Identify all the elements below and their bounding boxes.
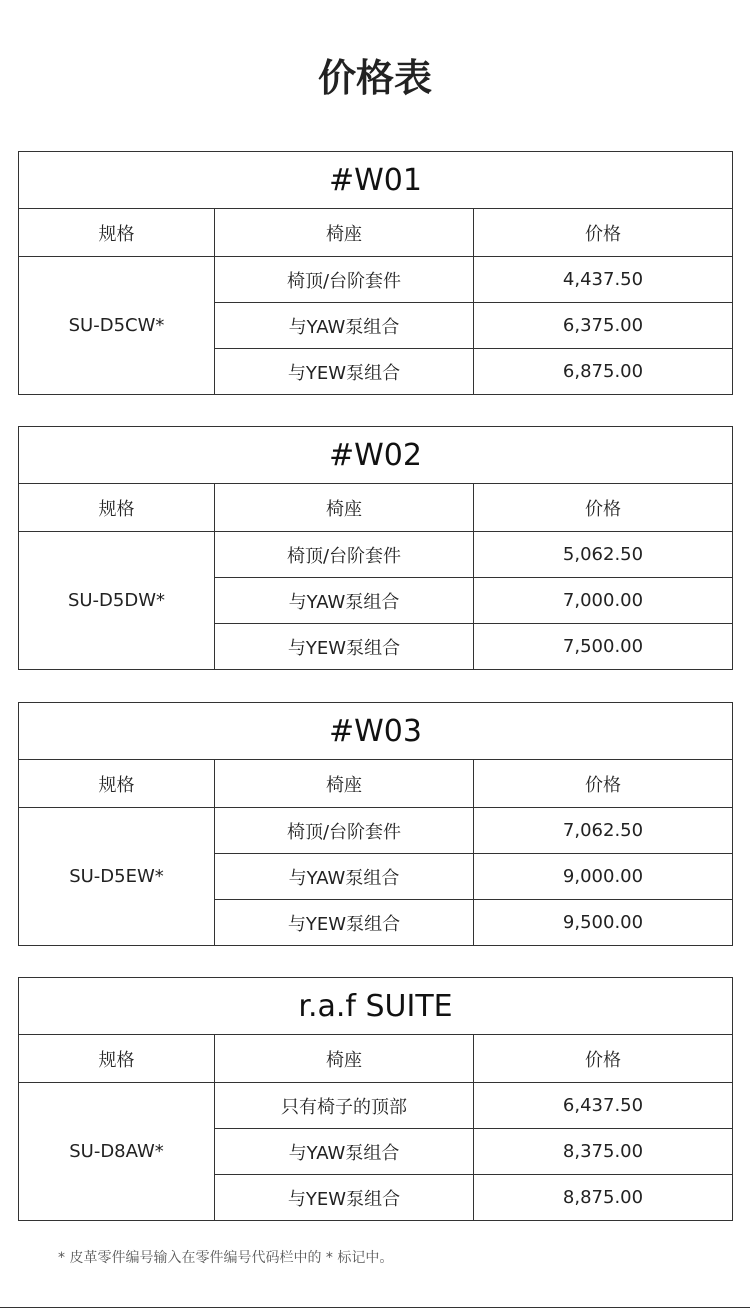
bottom-divider [0, 1307, 750, 1308]
price-cell: 6,875.00 [474, 349, 733, 395]
seat-cell: 只有椅子的顶部 [215, 1083, 474, 1129]
price-cell: 7,062.50 [474, 808, 733, 854]
header-spec: 规格 [19, 209, 215, 257]
spec-cell: SU-D8AW* [19, 1083, 215, 1221]
price-cell: 6,375.00 [474, 303, 733, 349]
price-cell: 8,875.00 [474, 1175, 733, 1221]
seat-cell: 与YEW泵组合 [215, 1175, 474, 1221]
table-title: r.a.f SUITE [19, 978, 733, 1035]
seat-cell: 与YAW泵组合 [215, 303, 474, 349]
header-price: 价格 [474, 1035, 733, 1083]
price-cell: 8,375.00 [474, 1129, 733, 1175]
header-seat: 椅座 [215, 209, 474, 257]
price-cell: 5,062.50 [474, 532, 733, 578]
price-table-w02 [18, 426, 733, 670]
price-cell: 7,500.00 [474, 624, 733, 670]
header-price: 价格 [474, 760, 733, 808]
header-spec: 规格 [19, 1035, 215, 1083]
seat-cell: 与YEW泵组合 [215, 900, 474, 946]
header-spec: 规格 [19, 484, 215, 532]
header-spec: 规格 [19, 760, 215, 808]
header-seat: 椅座 [215, 484, 474, 532]
header-seat: 椅座 [215, 1035, 474, 1083]
seat-cell: 与YAW泵组合 [215, 578, 474, 624]
price-table-w01 [18, 151, 733, 395]
spec-cell: SU-D5DW* [19, 532, 215, 670]
table-title: #W02 [19, 427, 733, 484]
price-cell: 9,500.00 [474, 900, 733, 946]
price-cell: 4,437.50 [474, 257, 733, 303]
table-title: #W01 [19, 152, 733, 209]
header-seat: 椅座 [215, 760, 474, 808]
price-cell: 7,000.00 [474, 578, 733, 624]
footnote: * 皮革零件编号输入在零件编号代码栏中的 * 标记中。 [58, 1250, 394, 1266]
seat-cell: 与YEW泵组合 [215, 624, 474, 670]
page-title: 价格表 [317, 56, 432, 100]
seat-cell: 椅顶/台阶套件 [215, 257, 474, 303]
header-price: 价格 [474, 484, 733, 532]
price-cell: 6,437.50 [474, 1083, 733, 1129]
table-row [19, 1083, 733, 1129]
seat-cell: 与YEW泵组合 [215, 349, 474, 395]
table-title: #W03 [19, 703, 733, 760]
table-row [19, 257, 733, 303]
price-table-raf-suite [18, 977, 733, 1221]
table-row [19, 808, 733, 854]
seat-cell: 椅顶/台阶套件 [215, 532, 474, 578]
spec-cell: SU-D5CW* [19, 257, 215, 395]
price-table-w03 [18, 702, 733, 946]
seat-cell: 椅顶/台阶套件 [215, 808, 474, 854]
price-cell: 9,000.00 [474, 854, 733, 900]
spec-cell: SU-D5EW* [19, 808, 215, 946]
seat-cell: 与YAW泵组合 [215, 1129, 474, 1175]
seat-cell: 与YAW泵组合 [215, 854, 474, 900]
table-row [19, 532, 733, 578]
header-price: 价格 [474, 209, 733, 257]
